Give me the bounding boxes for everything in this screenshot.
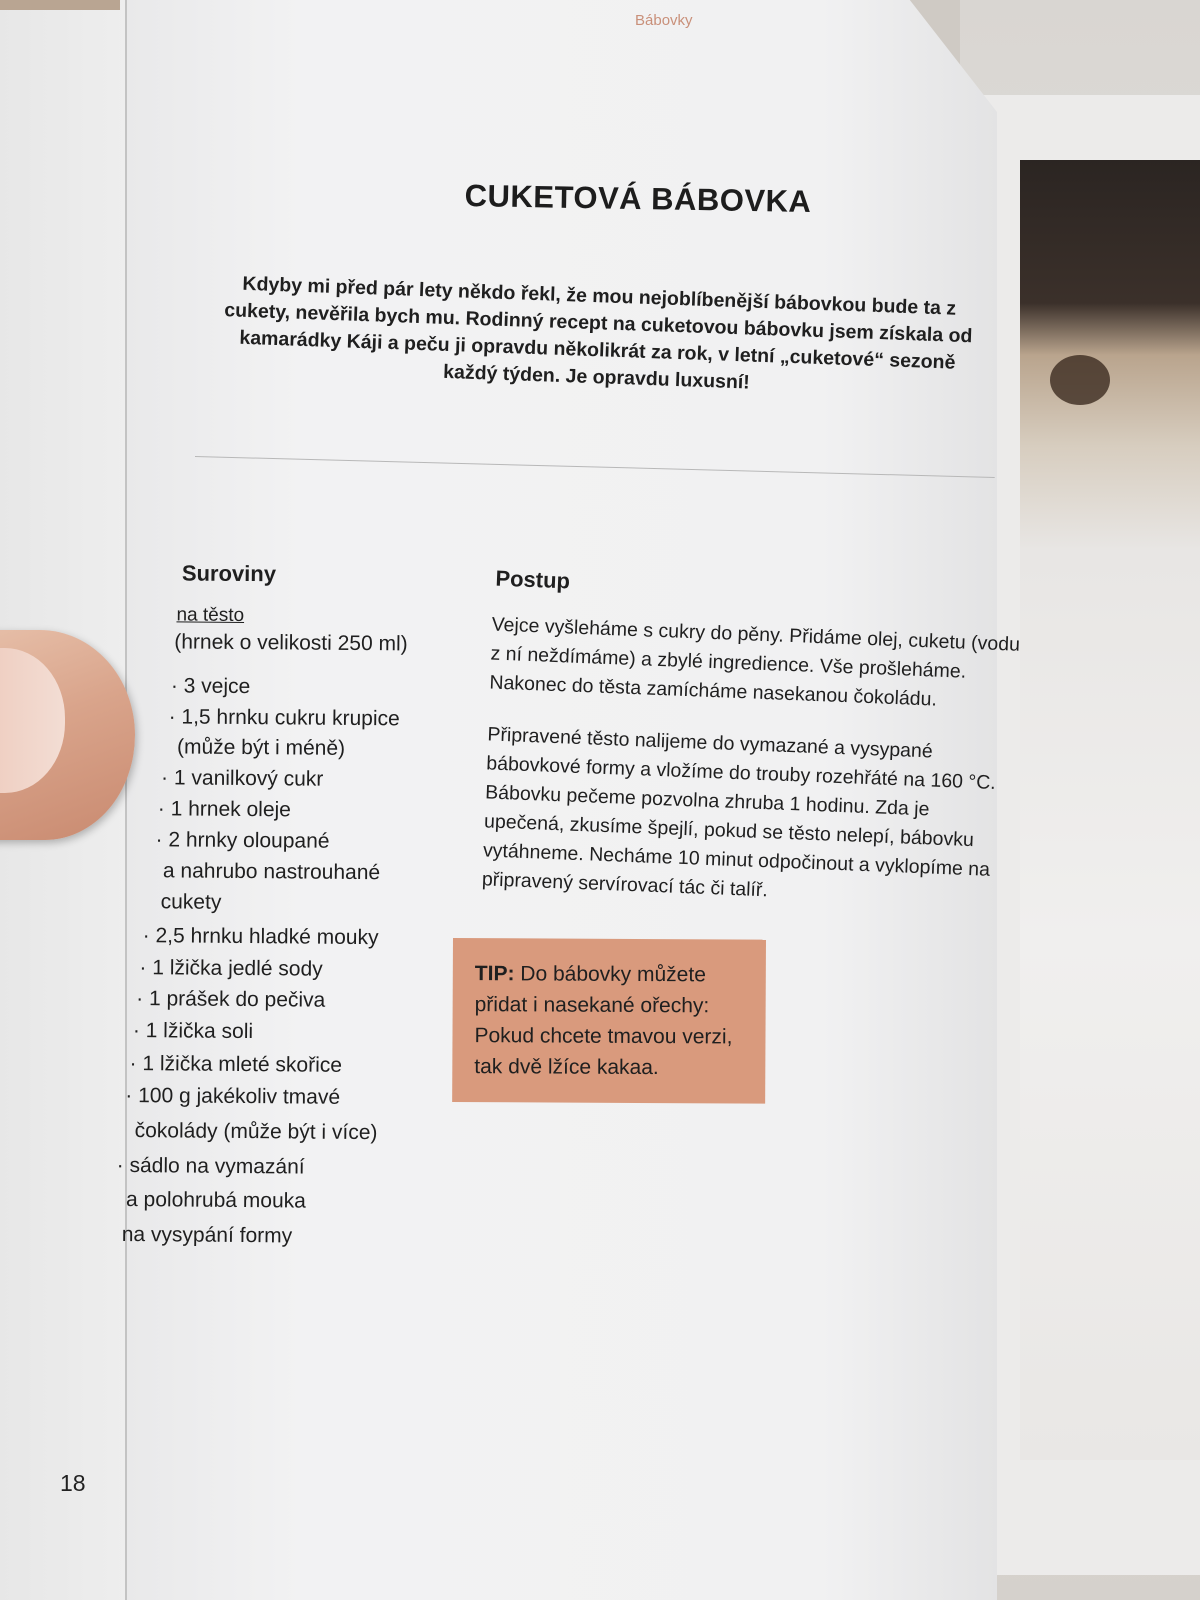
ingredients-heading: Suroviny xyxy=(181,560,277,587)
tip-label: TIP: xyxy=(474,962,515,986)
list-item: · 1 lžička soli xyxy=(132,1019,254,1044)
list-item: · 1 hrnek oleje xyxy=(157,797,292,822)
list-item: čokolády (může být i více) xyxy=(122,1118,378,1145)
thumbnail-nail xyxy=(0,648,65,793)
list-item: cukety xyxy=(148,890,222,914)
list-item: na vysypání formy xyxy=(110,1222,293,1248)
tip-text xyxy=(474,958,760,1083)
procedure-heading: Postup xyxy=(495,565,571,594)
list-item: a nahrubo nastrouhané xyxy=(151,859,381,885)
cake-photo xyxy=(1020,160,1200,1460)
list-item: · 1,5 hrnku cukru krupice xyxy=(168,705,400,731)
ingredients-subheading: na těsto xyxy=(176,604,245,626)
section-header: Bábovky xyxy=(635,12,693,29)
procedure-step-2: Připravené těsto nalijeme do vymazané a vysypané bábovkové formy a vložíme do trouby rozehřáté na 160 °C. Bábovku pečeme pozvolna zhruba 1 hodinu. Zda je upečená, zkusíme špejlí, pokud se těsto nelepí, bábovku vytáhneme. Necháme 10 minut odpočinout a vyklopíme na připravený servírovací tác či talíř. xyxy=(481,723,997,902)
list-item: · 3 vejce xyxy=(170,674,251,699)
list-item: · 2 hrnky oloupané xyxy=(155,828,330,853)
page-number: 18 xyxy=(60,1470,86,1496)
tip-body: Do bábovky můžete přidat i nasekané ořechy: Pokud chcete tmavou verzi, tak dvě lžíce kakaa. xyxy=(474,962,733,1080)
ingredients-note: (hrnek o velikosti 250 ml) xyxy=(174,630,408,656)
list-item: · 1 lžička mleté skořice xyxy=(129,1052,343,1077)
list-item: · 2,5 hrnku hladké mouky xyxy=(142,924,379,950)
list-item: · 1 vanilkový cukr xyxy=(161,766,324,791)
recipe-title: CUKETOVÁ BÁBOVKA xyxy=(464,178,812,220)
procedure-step-1: Vejce vyšleháme s cukry do pěny. Přidáme olej, cuketu (vodu z ní neždímáme) a zbylé ingredience. Vše prošleháme. Nakonec do těsta zamícháme nasekanou čokoládu. xyxy=(489,613,1021,711)
list-item: · sádlo na vymazání xyxy=(116,1153,305,1179)
list-item: · 1 lžička jedlé sody xyxy=(139,956,323,981)
tip-box xyxy=(452,938,766,1104)
recipe-intro: Kdyby mi před pár lety někdo řekl, že mou nejoblíbenější bábovkou bude ta z cukety, nevěřila bych mu. Rodinný recept na cuketovou bábovku jsem získala od kamarádky Káji a peču ji opravdu několikrát za rok, v letní „cuketové“ sezoně každý týden. Je opravdu luxusní! xyxy=(223,272,973,394)
list-item: · 1 prášek do pečiva xyxy=(136,987,326,1012)
list-item: (může být i méně) xyxy=(165,735,346,760)
list-item: a polohrubá mouka xyxy=(114,1187,306,1213)
list-item: · 100 g jakékoliv tmavé xyxy=(125,1083,341,1109)
